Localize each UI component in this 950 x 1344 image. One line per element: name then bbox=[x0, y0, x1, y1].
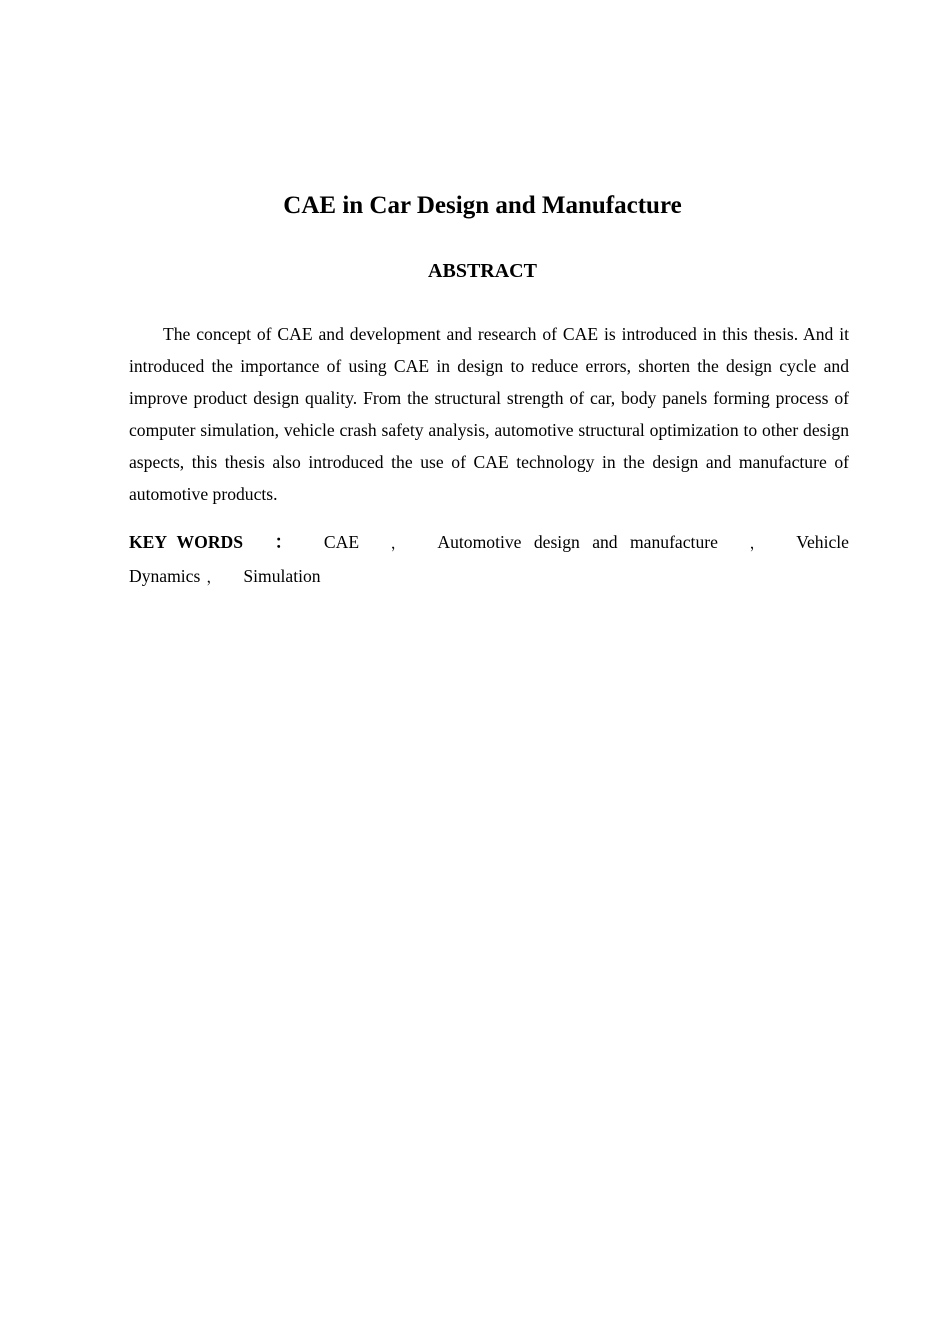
abstract-heading: ABSTRACT bbox=[428, 260, 537, 282]
abstract-body: The concept of CAE and development and research of CAE is introduced in this thesis. And it introduced the importance of using CAE in design to reduce errors, shorten the design cycle and improve product design quality. From the structural strength of car, body panels forming process of computer simulation, vehicle crash safety analysis, automotive structural optimization to other design aspects, this thesis also introduced the use of CAE technology in the design and manufacture of automotive products. bbox=[129, 324, 849, 504]
document-title: CAE in Car Design and Manufacture bbox=[283, 192, 682, 219]
keywords-line-2 bbox=[129, 560, 849, 594]
keyword-comma: ， bbox=[749, 536, 765, 552]
keywords-section bbox=[129, 526, 849, 594]
keyword-comma: ， bbox=[206, 570, 222, 586]
keyword-cae: CAE bbox=[323, 532, 360, 552]
keywords-line-1 bbox=[129, 526, 849, 560]
keyword-simulation: Simulation bbox=[243, 566, 321, 586]
keywords-separator: ： bbox=[274, 532, 293, 552]
keyword-comma: ， bbox=[390, 536, 406, 552]
keyword-dynamics: Dynamics bbox=[129, 566, 201, 586]
keyword-vehicle: Vehicle bbox=[796, 532, 849, 552]
keywords-label: KEY WORDS bbox=[129, 532, 244, 552]
keyword-automotive-design: Automotive design and manufacture bbox=[437, 532, 718, 552]
